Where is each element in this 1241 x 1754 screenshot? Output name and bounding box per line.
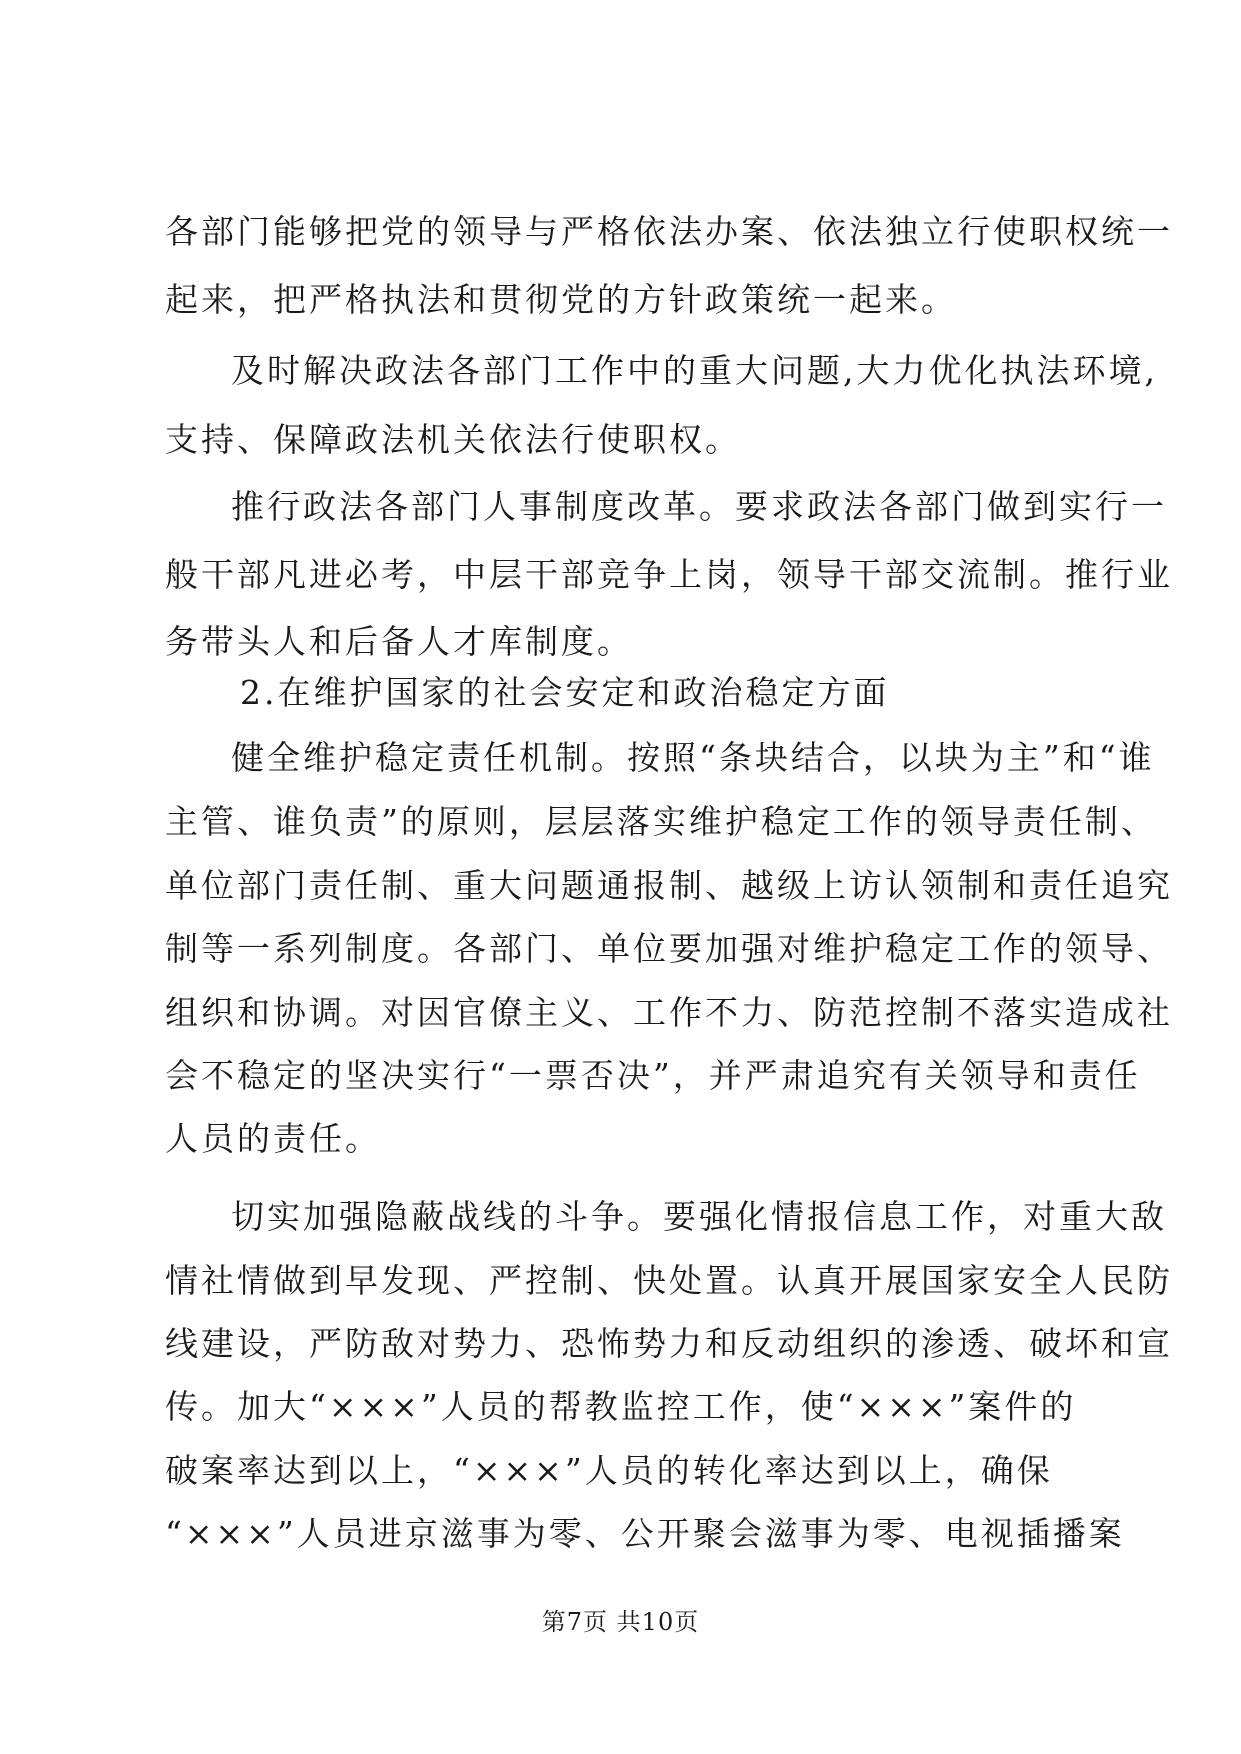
page-number-footer: 第7页 共10页 [541,1608,700,1636]
paragraph-line: 般干部凡进必考，中层干部竞争上岗，领导干部交流制。推行业 [165,555,1173,594]
paragraph-line: 切实加强隐蔽战线的斗争。要强化情报信息工作，对重大敌 [231,1197,1167,1236]
paragraph-line: 人员的责任。 [165,1119,381,1158]
section-heading: 2.在维护国家的社会安定和政治稳定方面 [240,673,890,712]
paragraph-line: 会不稳定的坚决实行“一票否决”，并严肃追究有关领导和责任 [165,1056,1141,1095]
paragraph-line: 健全维护稳定责任机制。按照“条块结合，以块为主”和“谁 [231,738,1155,777]
paragraph-line: 破案率达到以上，“×××”人员的转化率达到以上，确保 [165,1451,1053,1490]
paragraph-line: 支持、保障政法机关依法行使职权。 [165,420,741,459]
paragraph-line: “×××”人员进京滋事为零、公开聚会滋事为零、电视插播案 [165,1514,1125,1553]
paragraph-line: 各部门能够把党的领导与严格依法办案、依法独立行使职权统一 [165,212,1173,251]
paragraph-line: 及时解决政法各部门工作中的重大问题,大力优化执法环境, [231,351,1158,390]
paragraph-line: 情社情做到早发现、严控制、快处置。认真开展国家安全人民防 [165,1261,1173,1300]
paragraph-line: 务带头人和后备人才库制度。 [165,622,633,661]
paragraph-line: 传。加大“×××”人员的帮教监控工作，使“×××”案件的 [165,1387,1077,1426]
paragraph-line: 线建设，严防敌对势力、恐怖势力和反动组织的渗透、破坏和宣 [165,1324,1173,1363]
paragraph-line: 制等一系列制度。各部门、单位要加强对维护稳定工作的领导、 [165,929,1173,968]
paragraph-line: 单位部门责任制、重大问题通报制、越级上访认领制和责任追究 [165,866,1173,905]
paragraph-line: 推行政法各部门人事制度改革。要求政法各部门做到实行一 [231,487,1167,526]
paragraph-line: 组织和协调。对因官僚主义、工作不力、防范控制不落实造成社 [165,993,1173,1032]
paragraph-line: 起来，把严格执法和贯彻党的方针政策统一起来。 [165,280,957,319]
paragraph-line: 主管、谁负责”的原则，层层落实维护稳定工作的领导责任制、 [165,802,1157,841]
